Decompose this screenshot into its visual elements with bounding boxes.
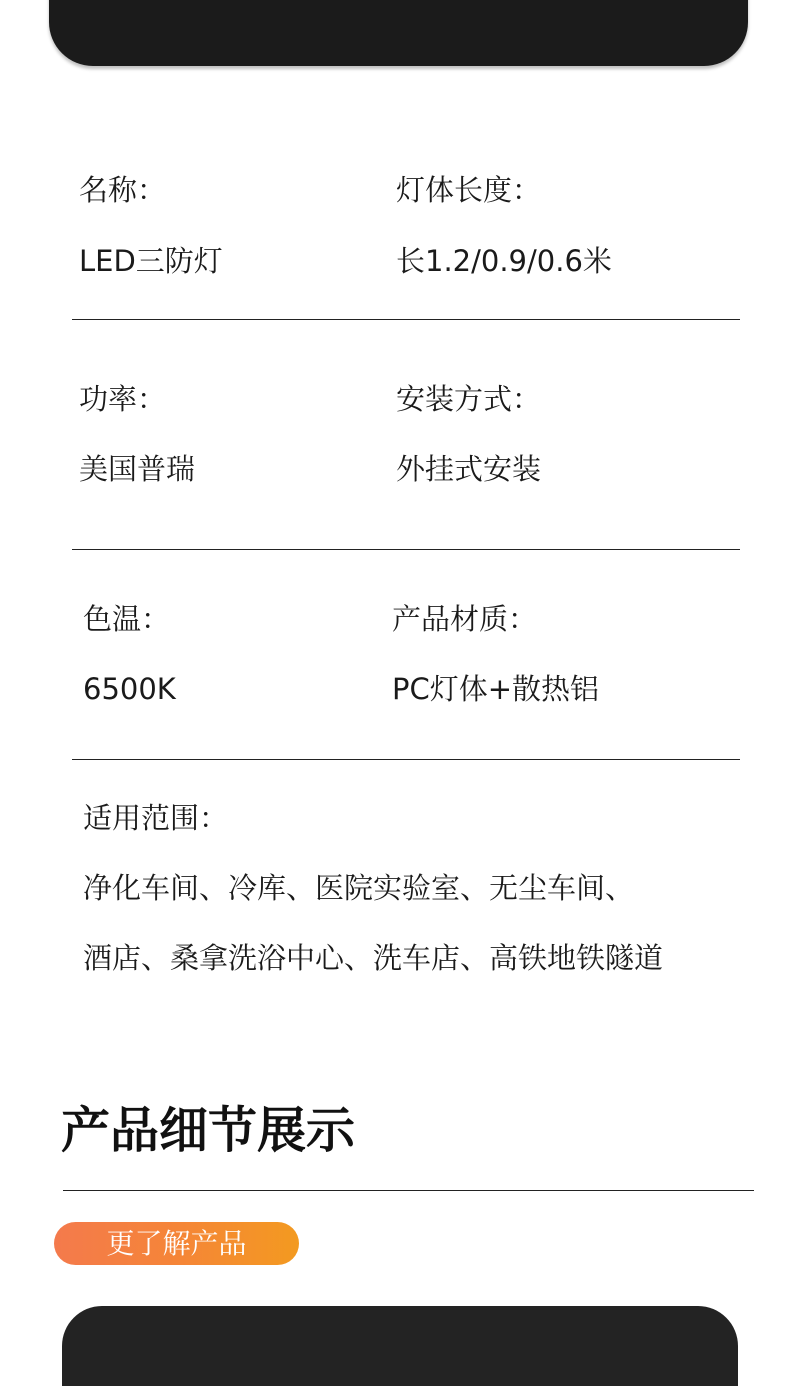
- spec-divider-2: [72, 549, 740, 550]
- bottom-product-banner: [62, 1306, 738, 1386]
- spec-divider-3: [72, 759, 740, 760]
- section-title-divider: [63, 1190, 754, 1191]
- spec-divider-1: [72, 319, 740, 320]
- spec-length-label: 灯体长度：: [396, 173, 542, 207]
- spec-color-temp-label: 色温：: [83, 602, 171, 636]
- spec-material-label: 产品材质：: [392, 602, 538, 636]
- spec-length-value: 长1.2/0.9/0.6米: [396, 244, 612, 278]
- spec-power-value: 美国普瑞: [79, 452, 196, 486]
- spec-color-temp-value: 6500K: [83, 672, 176, 706]
- spec-scope-line-2: 酒店、桑拿洗浴中心、洗车店、高铁地铁隧道: [83, 941, 664, 975]
- learn-more-button[interactable]: 更了解产品: [54, 1222, 299, 1265]
- spec-install-label: 安装方式：: [396, 382, 542, 416]
- spec-power-label: 功率：: [79, 382, 167, 416]
- top-product-banner: [49, 0, 748, 66]
- spec-name-label: 名称：: [79, 173, 167, 207]
- spec-scope-label: 适用范围：: [83, 801, 229, 835]
- spec-material-value: PC灯体+散热铝: [392, 672, 600, 706]
- spec-scope-line-1: 净化车间、冷库、医院实验室、无尘车间、: [83, 871, 635, 905]
- section-title: 产品细节展示: [61, 1102, 356, 1159]
- spec-name-value: LED三防灯: [79, 244, 223, 278]
- spec-install-value: 外挂式安装: [396, 452, 542, 486]
